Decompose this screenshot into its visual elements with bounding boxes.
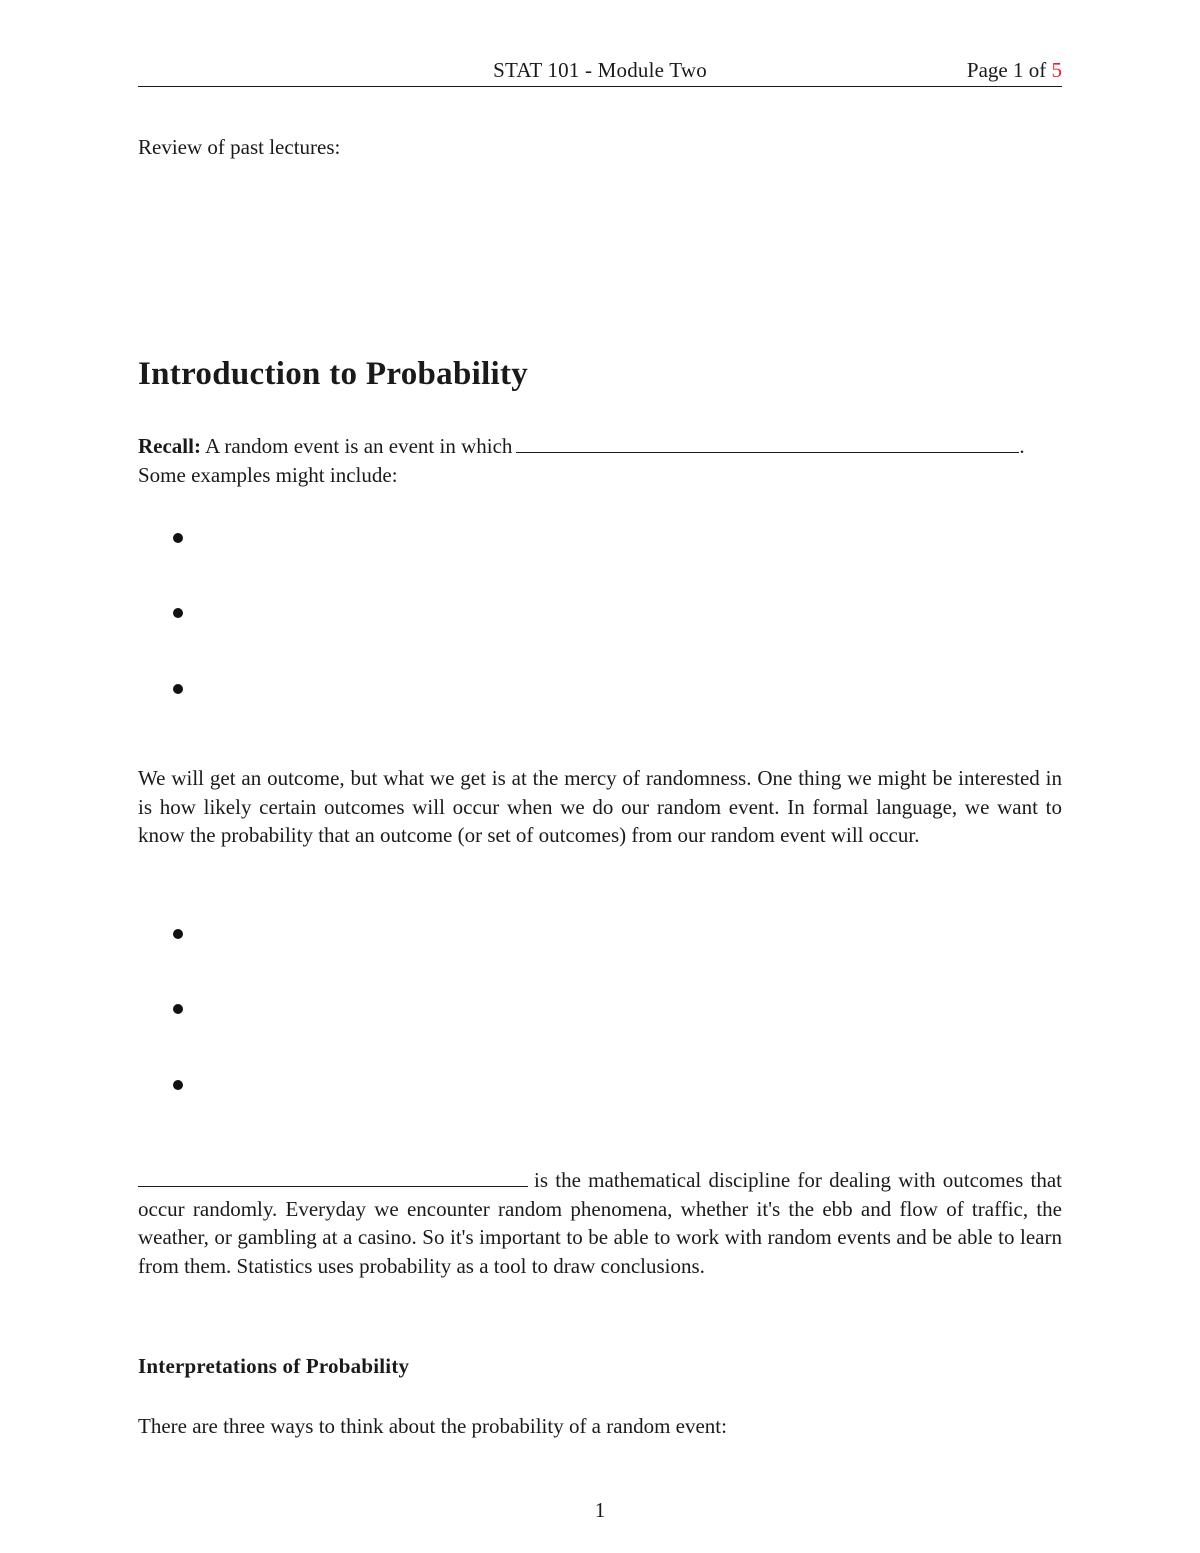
subsection-title: Interpretations of Probability <box>138 1354 410 1378</box>
recall-paragraph <box>138 432 1098 489</box>
bullet-point-empty <box>173 1080 183 1090</box>
header-page-indicator <box>967 58 1062 83</box>
probability-definition-text: is the mathematical discipline for dealing with outcomes that occur randomly. Everyday we encounter random phenomena, whether it's the ebb and flow of traffic, the weather, or gambling at a casino. So it's important to be able to work with random events and be able to learn from them. Statistics uses probability as a tool to draw conclusions. <box>138 1168 1062 1278</box>
review-label: Review of past lectures: <box>138 135 341 159</box>
bullet-point-empty <box>173 1004 183 1014</box>
header-page-prefix: Page 1 of <box>966 58 1052 82</box>
fill-in-blank-line <box>138 1166 528 1187</box>
header-title: STAT 101 - Module Two <box>493 58 707 82</box>
page-number: 1 <box>594 1498 606 1522</box>
randomness-paragraph: We will get an outcome, but what we get is at the mercy of randomness. One thing we might be interested in is how likely certain outcomes will occur when we do our random event. In formal language, we want to know the probability that an outcome (or set of outcomes) from our random event will occur. <box>138 766 1062 847</box>
bullet-point-empty <box>173 608 183 618</box>
header-page-total: 5 <box>1051 58 1062 82</box>
recall-period: . <box>1019 434 1025 458</box>
probability-definition-paragraph <box>138 1166 1062 1280</box>
fill-in-blank-line <box>516 432 1019 453</box>
bullet-point-empty <box>173 684 183 694</box>
examples-intro: Some examples might include: <box>138 462 398 487</box>
bullet-point-empty <box>173 533 183 543</box>
three-ways-text: There are three ways to think about the probability of a random event: <box>138 1414 727 1438</box>
section-title: Introduction to Probability <box>138 356 529 392</box>
bullet-point-empty <box>173 929 183 939</box>
recall-text: A random event is an event in which <box>205 434 513 458</box>
recall-label: Recall: <box>138 434 201 458</box>
running-header <box>138 56 1062 87</box>
